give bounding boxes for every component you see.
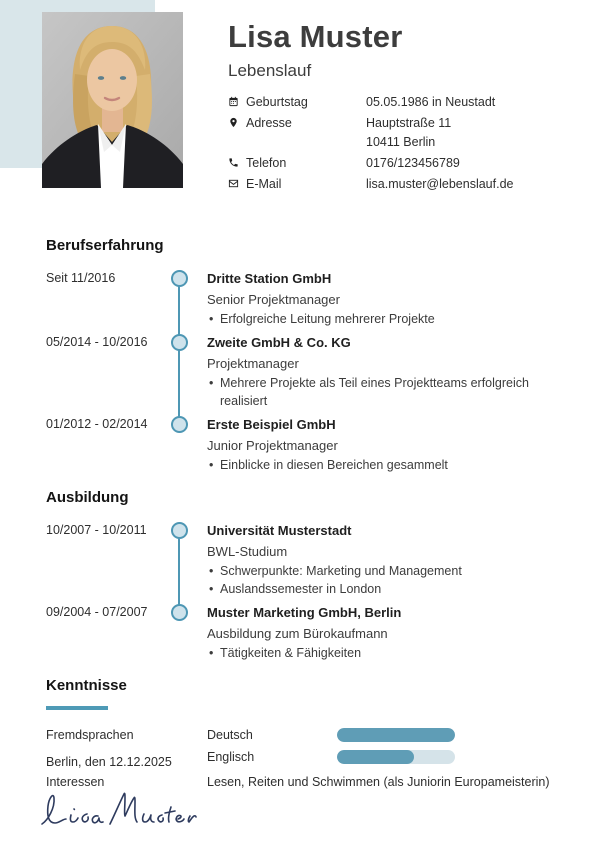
section-experience <box>46 236 570 474</box>
interests-text: Lesen, Reiten und Schwimmen (als Juniorin Europameisterin) <box>207 774 550 789</box>
contact-row-address <box>228 114 578 152</box>
entry-role: Senior Projektmanager <box>207 292 340 307</box>
heading-underline <box>46 706 108 710</box>
experience-entry <box>46 268 570 328</box>
section-title: Ausbildung <box>46 489 129 506</box>
signature <box>38 782 248 843</box>
contact-info <box>228 93 578 196</box>
entry-role: Ausbildung zum Bürokaufmann <box>207 626 388 641</box>
envelope-icon <box>228 175 246 189</box>
entry-bullet: • Mehrere Projekte als Teil eines Projektteams erfolgreich realisiert <box>207 374 570 410</box>
contact-value: lisa.muster@lebenslauf.de <box>366 177 514 191</box>
entry-bullet: • Auslandssemester in London <box>207 580 570 598</box>
skill-bar-fill <box>337 750 414 764</box>
entry-date: 10/2007 - 10/2011 <box>46 523 147 537</box>
timeline-marker <box>161 602 197 662</box>
timeline-dot-icon <box>171 270 188 287</box>
timeline-marker <box>161 332 197 410</box>
entry-company: Muster Marketing GmbH, Berlin <box>207 605 402 620</box>
entry-bullet: • Tätigkeiten & Fähigkeiten <box>207 644 570 662</box>
timeline-dot-icon <box>171 334 188 351</box>
education-entry <box>46 602 570 662</box>
entry-bullets <box>207 310 570 328</box>
language-name: Deutsch <box>207 727 253 742</box>
entry-role: BWL-Studium <box>207 544 288 559</box>
experience-timeline <box>46 268 570 474</box>
entry-bullet: • Erfolgreiche Leitung mehrerer Projekte <box>207 310 570 328</box>
main-content <box>46 236 570 806</box>
phone-icon <box>228 154 246 168</box>
contact-label: E-Mail <box>246 177 282 191</box>
contact-row-email <box>228 175 578 194</box>
skill-bar-deutsch <box>337 728 455 742</box>
place-date-line: Berlin, den 12.12.2025 <box>46 755 172 769</box>
contact-row-birthday <box>228 93 578 112</box>
entry-date: 05/2014 - 10/2016 <box>46 335 148 349</box>
entry-bullet: • Schwerpunkte: Marketing und Management <box>207 562 570 580</box>
contact-label: Telefon <box>246 156 287 170</box>
entry-company: Universität Musterstadt <box>207 523 352 538</box>
language-row <box>46 724 570 745</box>
entry-company: Dritte Station GmbH <box>207 271 332 286</box>
page-title: Lisa Muster <box>228 19 403 54</box>
timeline-dot-icon <box>171 416 188 433</box>
section-title: Kenntnisse <box>46 677 127 694</box>
timeline-marker <box>161 520 197 598</box>
entry-bullets <box>207 644 570 662</box>
contact-label: Geburtstag <box>246 95 308 109</box>
section-skills <box>46 676 570 792</box>
profile-photo <box>42 12 183 188</box>
address-line-2: 10411 Berlin <box>366 135 436 149</box>
experience-entry <box>46 414 570 474</box>
entry-date: 09/2004 - 07/2007 <box>46 605 148 619</box>
timeline-dot-icon <box>171 604 188 621</box>
contact-label: Adresse <box>246 116 292 130</box>
entry-date: 01/2012 - 02/2014 <box>46 417 148 431</box>
entry-bullet: • Einblicke in diesen Bereichen gesammelt <box>207 456 570 474</box>
entry-date: Seit 11/2016 <box>46 271 116 285</box>
skill-bar-fill <box>337 728 455 742</box>
education-entry <box>46 520 570 598</box>
contact-value: 0176/123456789 <box>366 156 460 170</box>
handwritten-signature-icon <box>38 782 248 838</box>
document-subtitle: Lebenslauf <box>228 61 312 80</box>
entry-bullets <box>207 374 570 410</box>
interests-label: Interessen <box>46 774 105 789</box>
section-title: Berufserfahrung <box>46 237 164 254</box>
contact-value: 05.05.1986 in Neustadt <box>366 95 496 109</box>
entry-company: Erste Beispiel GmbH <box>207 417 336 432</box>
education-timeline <box>46 520 570 662</box>
languages-label: Fremdsprachen <box>46 727 134 742</box>
portrait-illustration <box>42 12 183 188</box>
language-name: Englisch <box>207 749 255 764</box>
experience-entry <box>46 332 570 410</box>
contact-row-phone <box>228 154 578 173</box>
skill-bar-englisch <box>337 750 455 764</box>
timeline-marker <box>161 268 197 328</box>
header-block <box>228 20 402 81</box>
entry-bullets <box>207 456 570 474</box>
pin-icon <box>228 114 246 128</box>
entry-role: Projektmanager <box>207 356 299 371</box>
entry-bullets <box>207 562 570 598</box>
timeline-marker <box>161 414 197 474</box>
entry-role: Junior Projektmanager <box>207 438 338 453</box>
contact-value <box>366 114 578 152</box>
address-line-1: Hauptstraße 11 <box>366 116 452 130</box>
entry-company: Zweite GmbH & Co. KG <box>207 335 351 350</box>
section-education <box>46 488 570 662</box>
timeline-dot-icon <box>171 522 188 539</box>
calendar-icon <box>228 93 246 107</box>
